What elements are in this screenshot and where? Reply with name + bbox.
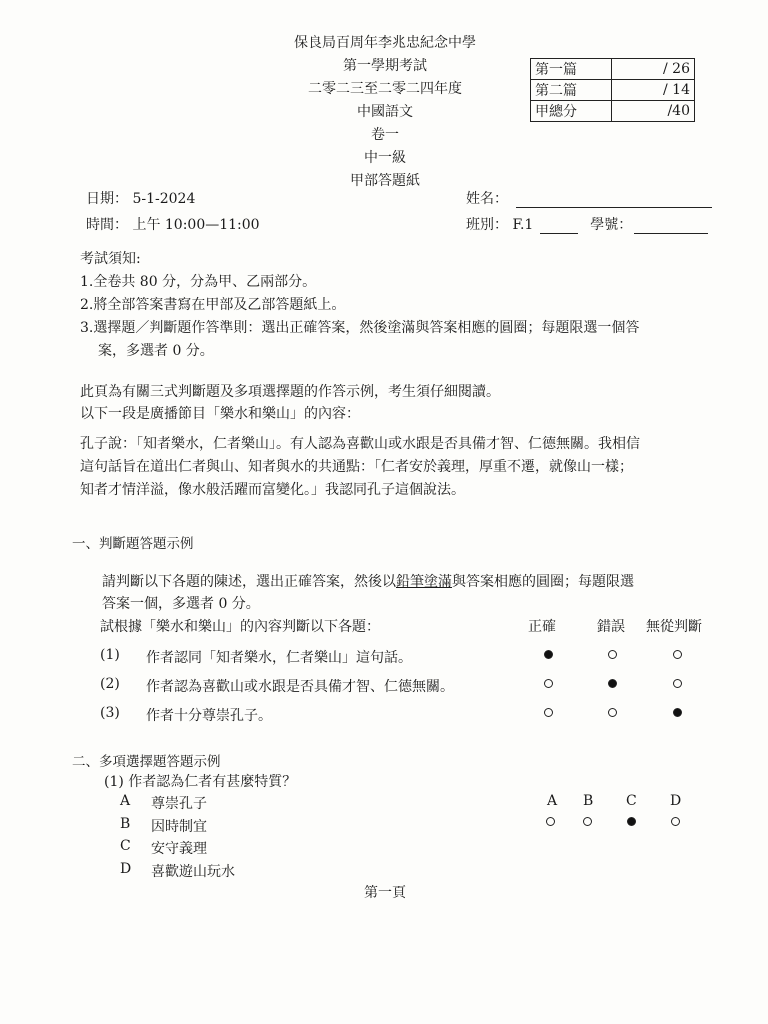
answer-sheet-title: 甲部答題紙	[350, 173, 420, 189]
score-row	[531, 80, 695, 101]
mc-option-letter: A	[120, 793, 131, 809]
col-header-false: 錯誤	[597, 619, 625, 635]
mc-answer-letter: B	[583, 793, 594, 809]
section1-prompt: 試根據「樂水和樂山」的內容判斷以下各題：	[100, 619, 380, 635]
subject: 中國語文	[357, 104, 413, 120]
col-header-true: 正確	[528, 619, 556, 635]
score-value[interactable]: /40	[612, 101, 695, 122]
mc-option-text: 喜歡遊山玩水	[151, 864, 235, 880]
answer-bubble[interactable]	[671, 817, 680, 826]
answer-bubble[interactable]	[546, 817, 555, 826]
name-label: 姓名：	[466, 191, 508, 207]
section1-instruction	[102, 571, 634, 591]
section1-instruction-line2: 答案一個，多選者 0 分。	[102, 596, 260, 612]
mc-answer-letter: D	[670, 793, 682, 809]
instr-text: 與答案相應的圓圈；每題限選	[452, 574, 634, 590]
answer-bubble[interactable]	[673, 708, 682, 717]
answer-bubble[interactable]	[608, 650, 617, 659]
col-header-undetermined: 無從判斷	[646, 619, 702, 635]
answer-bubble[interactable]	[673, 679, 682, 688]
exam-time: 時間： 上午 10:00—11:00	[86, 217, 260, 233]
school-name: 保良局百周年李兆忠紀念中學	[294, 35, 476, 51]
mc-option-text: 因時制宜	[151, 819, 207, 835]
mc-option-letter: B	[120, 816, 131, 832]
answer-bubble[interactable]	[544, 708, 553, 717]
mc-option-text: 尊崇孔子	[151, 796, 207, 812]
mc-option-letter: D	[120, 861, 132, 877]
tf-question-text: 作者認同「知者樂水，仁者樂山」這句話。	[146, 650, 412, 666]
instruction-item: 3.選擇題／判斷題作答準則：選出正確答案，然後塗滿與答案相應的圓圈；每題限選一個答	[80, 320, 640, 336]
tf-question-text: 作者認為喜歡山或水跟是否具備才智、仁德無關。	[146, 679, 454, 695]
grade: 中一級	[364, 150, 406, 166]
mc-answer-letter: C	[626, 793, 637, 809]
mc-answer-letter: A	[547, 793, 558, 809]
mc-option-text: 安守義理	[151, 841, 207, 857]
exam-term: 第一學期考試	[343, 58, 427, 74]
class-field[interactable]	[466, 214, 708, 234]
intro-line: 此頁為有關三式判斷題及多項選擇題的作答示例，考生須仔細閱讀。	[80, 384, 500, 400]
exam-date: 日期： 5-1-2024	[86, 191, 196, 207]
instr-underlined: 鉛筆塗滿	[396, 574, 452, 590]
paper: 卷一	[371, 127, 399, 143]
answer-bubble[interactable]	[544, 679, 553, 688]
tf-question-number: (3)	[100, 705, 120, 721]
number-blank[interactable]	[634, 219, 708, 234]
score-label: 甲總分	[531, 101, 612, 122]
passage-line: 孔子說：「知者樂水，仁者樂山」。有人認為喜歡山或水跟是否具備才智、仁德無關。我相信	[80, 436, 640, 452]
score-label: 第二篇	[531, 80, 612, 101]
instruction-item: 1.全卷共 80 分，分為甲、乙兩部分。	[80, 274, 317, 290]
answer-bubble[interactable]	[583, 817, 592, 826]
number-label: 學號：	[590, 217, 633, 233]
instructions-title: 考試須知:	[80, 251, 141, 267]
score-value[interactable]: / 26	[612, 59, 695, 80]
tf-question-number: (2)	[100, 676, 120, 692]
answer-bubble[interactable]	[608, 708, 617, 717]
answer-bubble[interactable]	[627, 817, 636, 826]
tf-question-text: 作者十分尊崇孔子。	[146, 708, 272, 724]
section1-title: 一、判斷題答題示例	[72, 536, 194, 552]
mc-option-letter: C	[120, 838, 131, 854]
class-blank[interactable]	[540, 219, 578, 234]
score-table	[530, 58, 695, 122]
score-row	[531, 59, 695, 80]
mc-question: (1) 作者認為仁者有甚麼特質？	[104, 774, 297, 790]
score-value[interactable]: / 14	[612, 80, 695, 101]
instruction-item: 2.將全部答案書寫在甲部及乙部答題紙上。	[80, 297, 346, 313]
name-blank[interactable]	[516, 193, 712, 208]
score-row	[531, 101, 695, 122]
name-field[interactable]	[466, 188, 712, 208]
school-year: 二零二三至二零二四年度	[308, 81, 462, 97]
section2-title: 二、多項選擇題答題示例	[72, 754, 221, 770]
page-number: 第一頁	[364, 885, 406, 901]
answer-bubble[interactable]	[673, 650, 682, 659]
answer-bubble[interactable]	[544, 650, 553, 659]
answer-bubble[interactable]	[608, 679, 617, 688]
tf-question-number: (1)	[100, 647, 120, 663]
class-label: 班別： F.1	[466, 217, 534, 233]
passage-line: 知者才情洋溢，像水般活躍而富變化。」我認同孔子這個說法。	[80, 482, 465, 498]
passage-line: 這句話旨在道出仁者與山、知者與水的共通點：「仁者安於義理，厚重不遷，就像山一樣；	[80, 459, 633, 475]
score-label: 第一篇	[531, 59, 612, 80]
instruction-item: 案，多選者 0 分。	[98, 343, 214, 359]
instr-text: 請判斷以下各題的陳述，選出正確答案，然後以	[102, 574, 396, 590]
intro-line: 以下一段是廣播節目「樂水和樂山」的內容：	[80, 406, 360, 422]
